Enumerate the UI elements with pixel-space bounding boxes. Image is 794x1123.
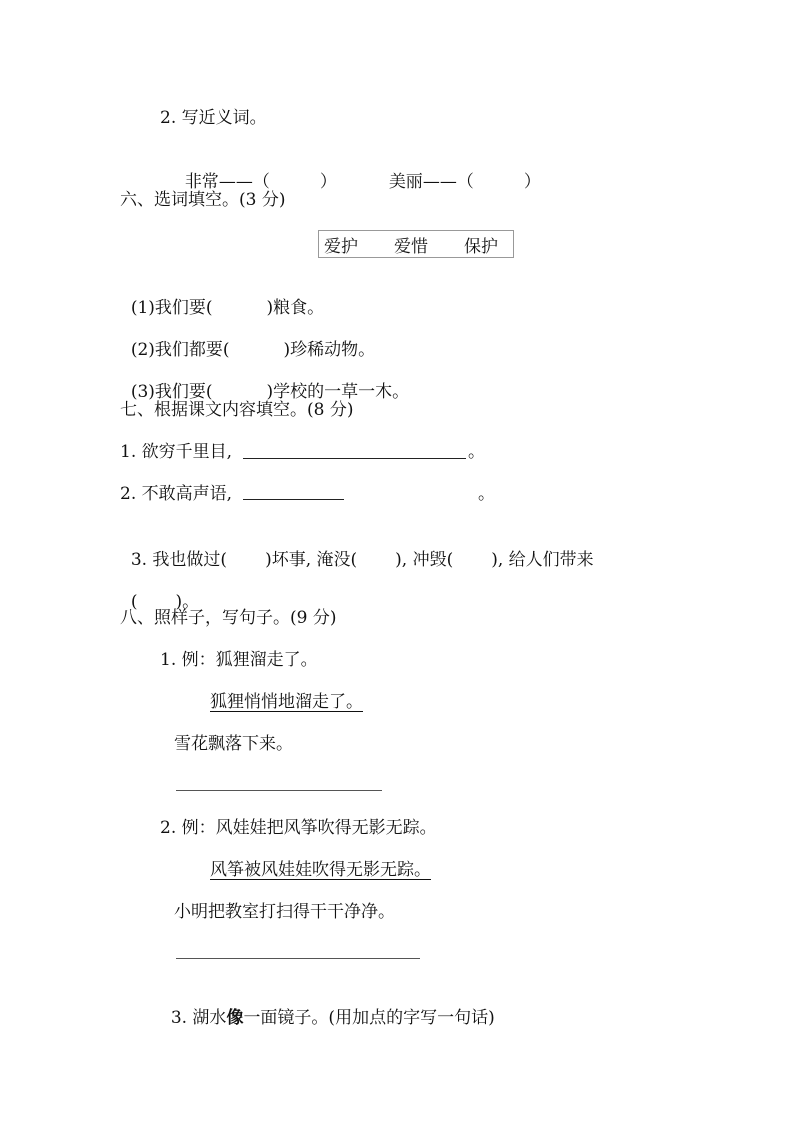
word-bank [318, 230, 514, 258]
fill-item-2-post: )珍稀动物。 [283, 340, 376, 360]
task-2-sentence: 小明把教室打扫得干干净净。 [174, 902, 395, 922]
fill-item-3-post: )学校的一草一木。 [266, 382, 410, 402]
fill-item-2-pre: (2)我们都要( [130, 340, 230, 360]
word-bank-item-2: 爱惜 [394, 236, 428, 257]
task-1-answer-line[interactable] [176, 790, 382, 791]
word-bank-item-3: 保护 [464, 236, 498, 257]
poem-blank-2[interactable] [243, 499, 344, 500]
q6-title: 六、选词填空。(3 分) [120, 190, 286, 210]
synonym-close-1: ） [319, 172, 337, 192]
q8-title: 八、照样子，写句子。(9 分) [120, 608, 337, 628]
dotted-character: 像 [226, 1008, 244, 1028]
text-fill-e: ( [130, 592, 138, 612]
task-1-sentence: 雪花飘落下来。 [174, 734, 293, 754]
text-fill-d: ), 给人们带来 [491, 550, 594, 570]
q7-title: 七、根据课文内容填空。(8 分) [120, 400, 354, 420]
example-2-label: 2. 例：风娃娃把风筝吹得无影无踪。 [160, 818, 437, 838]
synonym-close-2: ） [523, 172, 541, 192]
poem-line-2: 2. 不敢高声语, [120, 484, 233, 504]
example-3-post: 一面镜子。(用加点的字写一句话) [243, 1008, 495, 1028]
fill-item-1 [120, 272, 324, 320]
text-fill-line [120, 524, 594, 572]
fill-item-3 [120, 356, 409, 404]
synonym-word-2: 美丽 [388, 172, 423, 192]
example-3-pre: 3. 湖水 [170, 1008, 227, 1028]
fill-item-2 [120, 314, 375, 362]
q5-sub2-title: 2. 写近义词。 [160, 108, 267, 128]
fill-item-1-pre: (1)我们要( [130, 298, 213, 318]
fill-item-3-pre: (3)我们要( [130, 382, 213, 402]
synonym-dash-2: ——（ [422, 172, 474, 192]
text-fill-a: 3. 我也做过( [130, 550, 228, 570]
synonym-dash-1: ——（ [218, 172, 270, 192]
fill-item-1-post: )粮食。 [266, 298, 325, 318]
poem-line-1-end: 。 [468, 442, 485, 462]
word-bank-item-1: 爱护 [324, 236, 358, 257]
text-fill-f: )。 [175, 592, 200, 612]
example-1-answer: 狐狸悄悄地溜走了。 [210, 692, 363, 712]
synonym-word-1: 非常 [184, 172, 219, 192]
poem-line-1: 1. 欲穷千里目, [120, 442, 233, 462]
task-2-answer-line[interactable] [176, 958, 420, 959]
synonym-pair-2 [378, 146, 541, 194]
text-fill-b: )坏事, 淹没( [265, 550, 358, 570]
text-fill-c: ), 冲毁( [395, 550, 454, 570]
synonym-pair-1 [174, 146, 337, 194]
example-2-answer: 风筝被风娃娃吹得无影无踪。 [210, 860, 431, 880]
example-1-label: 1. 例：狐狸溜走了。 [160, 650, 318, 670]
example-3-prompt [160, 982, 495, 1030]
poem-blank-1[interactable] [243, 458, 466, 459]
poem-line-2-end: 。 [478, 484, 495, 504]
